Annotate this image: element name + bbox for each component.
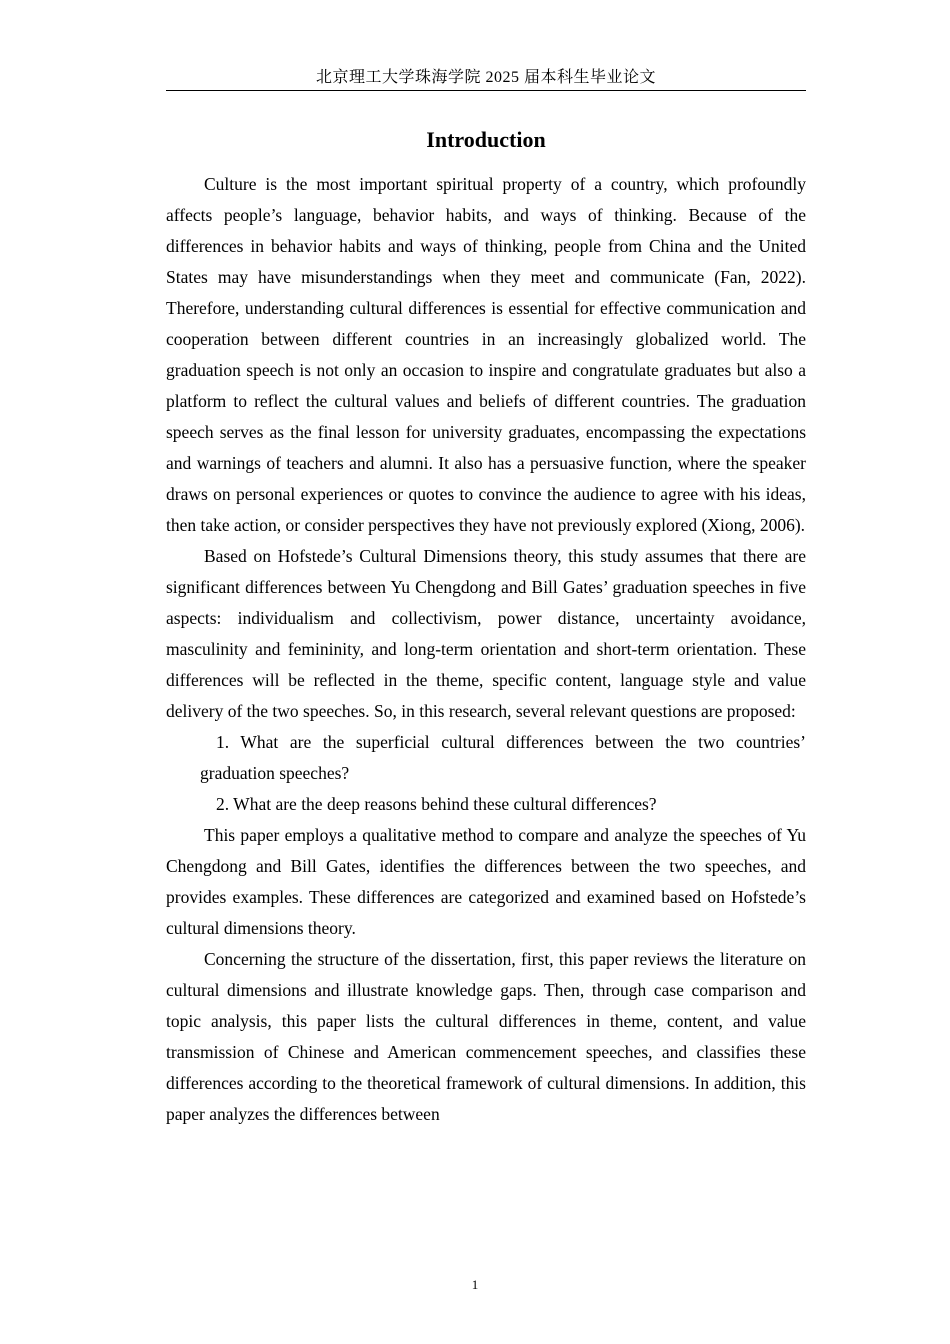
running-header: 北京理工大学珠海学院 2025 届本科生毕业论文 (315, 69, 656, 86)
paragraph-1: Culture is the most important spiritual property of a country, which profoundly affects people’s language, behavior habits, and ways of thinking. Because of the differences in behavior habits and ways of thinking, people from China and the United States may have misunderstandings when they meet and communicate (Fan, 2022). Therefore, understanding cultural differences is essential for effective communication and cooperation between different countries in an increasingly globalized world. The graduation speech is not only an occasion to inspire and congratulate graduates but also a platform to reflect the cultural values and beliefs of different countries. The graduation speech serves as the final lesson for university graduates, encompassing the expectations and warnings of teachers and alumni. It also has a persuasive function, where the speaker draws on personal experiences or quotes to convince the audience to agree with his ideas, then take action, or consider perspectives they have not previously explored (Xiong, 2006). (166, 174, 806, 535)
paragraph-4: Concerning the structure of the dissertation, first, this paper reviews the literature on cultural dimensions and illustrate knowledge gaps. Then, through case comparison and topic analysis, this paper lists the cultural differences in theme, content, and value transmission of Chinese and American commencement speeches, and classifies these differences according to the theoretical framework of cultural dimensions. In addition, this paper analyzes the differences between (166, 949, 806, 1124)
header-rule (166, 90, 806, 91)
research-question-1: 1. What are the superficial cultural differences between the two countries’ graduation speeches? (200, 732, 806, 783)
research-question-2: 2. What are the deep reasons behind these cultural differences? (216, 794, 657, 814)
page-number: 1 (471, 1277, 479, 1292)
section-title: Introduction (426, 127, 546, 152)
paragraph-3: This paper employs a qualitative method to compare and analyze the speeches of Yu Chengdong and Bill Gates, identifies the differences between the two speeches, and provides examples. These differences are categorized and examined based on Hofstede’s cultural dimensions theory. (166, 825, 806, 938)
paragraph-2: Based on Hofstede’s Cultural Dimensions theory, this study assumes that there are significant differences between Yu Chengdong and Bill Gates’ graduation speeches in five aspects: individualism and collectivism, power distance, uncertainty avoidance, masculinity and femininity, and long-term orientation and short-term orientation. These differences will be reflected in the theme, specific content, language style and value delivery of the two speeches. So, in this research, several relevant questions are proposed: (166, 546, 806, 721)
body-text (166, 169, 806, 1130)
